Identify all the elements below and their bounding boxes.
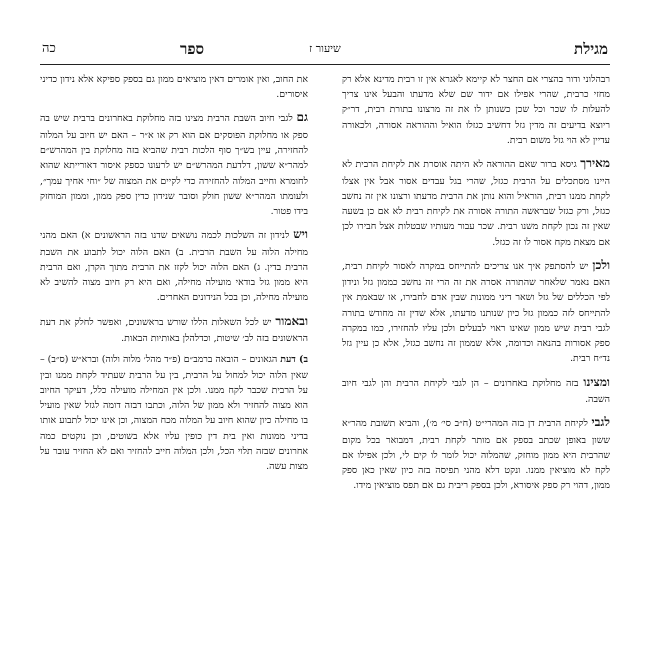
paragraph: ומצינו בזה מחלוקת באחרונים – הן לגבי לקיחת הרבית והן לגבי חיוב השבה. bbox=[342, 374, 610, 406]
paragraph-lead: גם bbox=[296, 110, 308, 125]
paragraph-lead: ומצינו bbox=[583, 374, 610, 389]
paragraph-lead: ויש bbox=[293, 227, 308, 242]
paragraph: ב) דעת הגאונים – הובאה ברמב״ם (פ״ד מהל׳ מלוה ולוה) וברא״ש (ס״ב) – שאין הלוה יכול למחול על הרבית, בין על הרבית שעתיד לקחת ממנו ובין על הרבית שכבר לקח ממנו. ולכן אין המחילה מועילה כלל, דעיקר החיוב הוא מצוה להחזיר ולא ממון של הלוה, וכתבו דבזה דומה לגזל שאין מועיל בו מחילה כיון שהוא חיוב על המלוה מכח המצוה, וכן אינו יכול לתבוע אותו בדיני ממונות ואין בית דין כופין עליו אלא בשוטים, וכן נוקטים כמה אחרונים שבזה תלוי הכל, ולכן המלוה חייב להחזיר ואם לא החזיר עובר על מצות עשה. bbox=[40, 354, 309, 472]
left-column bbox=[40, 72, 308, 480]
page-number: כה bbox=[42, 41, 56, 56]
header-rule bbox=[40, 64, 610, 65]
section-word: ספר bbox=[180, 40, 205, 58]
paragraph-lead: ב) דעת bbox=[280, 354, 309, 366]
lesson-label: שיעור ז bbox=[309, 42, 341, 55]
paragraph: ולכן יש להסתפק איך אנו צריכים להתייחס במקרה לאסור לקיחת רבית, האם נאמר שלאחר שהתורה אסרה את זה הרי זה נחשב כממון גזל ונידון לפי הכללים של גזל ושאר דיני ממונות שבין אדם לחבירו, או שבאמת אין להתייחס לזה כממון גזל כיון שנותנו מדעתו, אלא שדין זה מחודש בתורה לגבי רבית שיש ממון שאינו ראוי לבעלים ולכן עליו להחזירו, כמו במקרה ספק אסורות בהנאה וכדומה, אלא שממון זה נחשב כגזל, אלא כן עיין גזל נד״ח רבית. bbox=[342, 257, 611, 365]
paragraph: לגבי לקיחת הרבית דן בזה המהרי״ט (ח״ב סי׳ מ׳), והביא תשובת מהר״א ששון באופן שכתב בספק אם מותר לקחת רבית, דמבואר בכל מקום שהרבית היא ממון מוחזק, שהמלוה יכול לומר לו קים לי, ולכן אפילו אם לקח לא מוציאין ממנו. ונקט דלא מהני תפיסה בזה כיון שאין כאן ספק ממון, דהוי רק ספק איסורא, ולכן בספק ריבית גם אם תפס מוציאין מידו. bbox=[342, 415, 610, 492]
paragraph-lead: ובאמור bbox=[275, 313, 309, 328]
paragraph: ובאמור יש לכל השאלות הללו שורש בראשונים, ואפשר לחלק את דעת הראשונים בזה לב׳ שיטות, וכדלהלן באותיות הבאות. bbox=[40, 313, 309, 345]
paragraph-lead: ולכן bbox=[592, 257, 611, 272]
paragraph-lead: לגבי bbox=[591, 415, 610, 430]
paragraph: מאירך גיסא ברור שאם ההוראה לא היתה אוסרת את לקיחת הרבית לא היינו מסתכלים על הרבית כגזל, שהרי בגל עבדים אסור אבל אין אצלו לקחת ממנו רבית, הוראיל והוא נותן את הרבית מדעתו ורצונו אין זה נחשב כגזל, ורק כגזל שבראשה התורה אסורה את לקיחת רבית לא אם כן בשעה שאין זה נכון לקחת משנו רבית. שכר עבור מעותיו שבטלות אצל חבירו לכן אם מצאת מקח אסור לו זה כגזל. bbox=[342, 156, 610, 248]
paragraph: את החוב, ואין אומרים דאין מוציאים ממון גם בספק ספיקא אלא נידון כדיני איסורים. bbox=[40, 74, 308, 101]
right-column bbox=[342, 72, 610, 500]
paragraph: גם לגבי חיוב השבת הרבית מצינו בזה מחלוקת באחרונים ברבית שיש בה ספק או מחלוקת הפוסקים אם הוא רק או א״ר – האם יש חיוב על המלוה להחזירה, עיין בש״ך סוף הלכות רבית שהביא בזה מחלוקת בין המהרש״ם למהר״א ששון, דלדעת המהרש״ם יש לרעונו כספק איסור דאורייתא שהוא לחומרא וחייב המלוה להחזירה כדי לקיים את המצוה של ״וחי אחיך עמך״, ולעומתו המהר״א ששון חולק וסובר שנידון כדין ספק ממון, וממון המוחזק בידו פטור. bbox=[40, 110, 308, 218]
running-header bbox=[28, 40, 622, 62]
paragraph: ויש לנידון זה השלכות לכמה נושאים שדנו בזה הראשונים א) האם מהני מחילה הלוה על השבת הרבית. ב) האם הלוה יכול לתבוע את השבת הרבית בדין. ג) האם הלוה יכול לקזז את הרבית מתוך הקרן, ואם הרבית היא ממון גזל בודאי מועילה מחילה, ואם היא רק חיוב מצוה להשיב לא מועילה מחילה, וכן בכל הנידונים האחרים. bbox=[40, 227, 308, 304]
paragraph: רבהלוני ודור בהצרי אם החצר לא קיימא לאגרא אין זו רבית מדינא אלא רק מחזי כרבית, שהרי אפילו אם ידור שם שלא מדעתו והבעל אינו צריך להעלות לו שכר וכל שכן כשנותן לו את זה מרצונו בתורת רבית, דר״ק ריוצא בדיעים זה מדין גזל דחשיב כגזלו הואיל וההוראה אסורה, ולכאורה עדיין לא הוי גזל משום רבית. bbox=[342, 74, 610, 146]
paragraph-lead: מאירך bbox=[580, 156, 610, 171]
book-title: מגילת bbox=[574, 40, 608, 58]
